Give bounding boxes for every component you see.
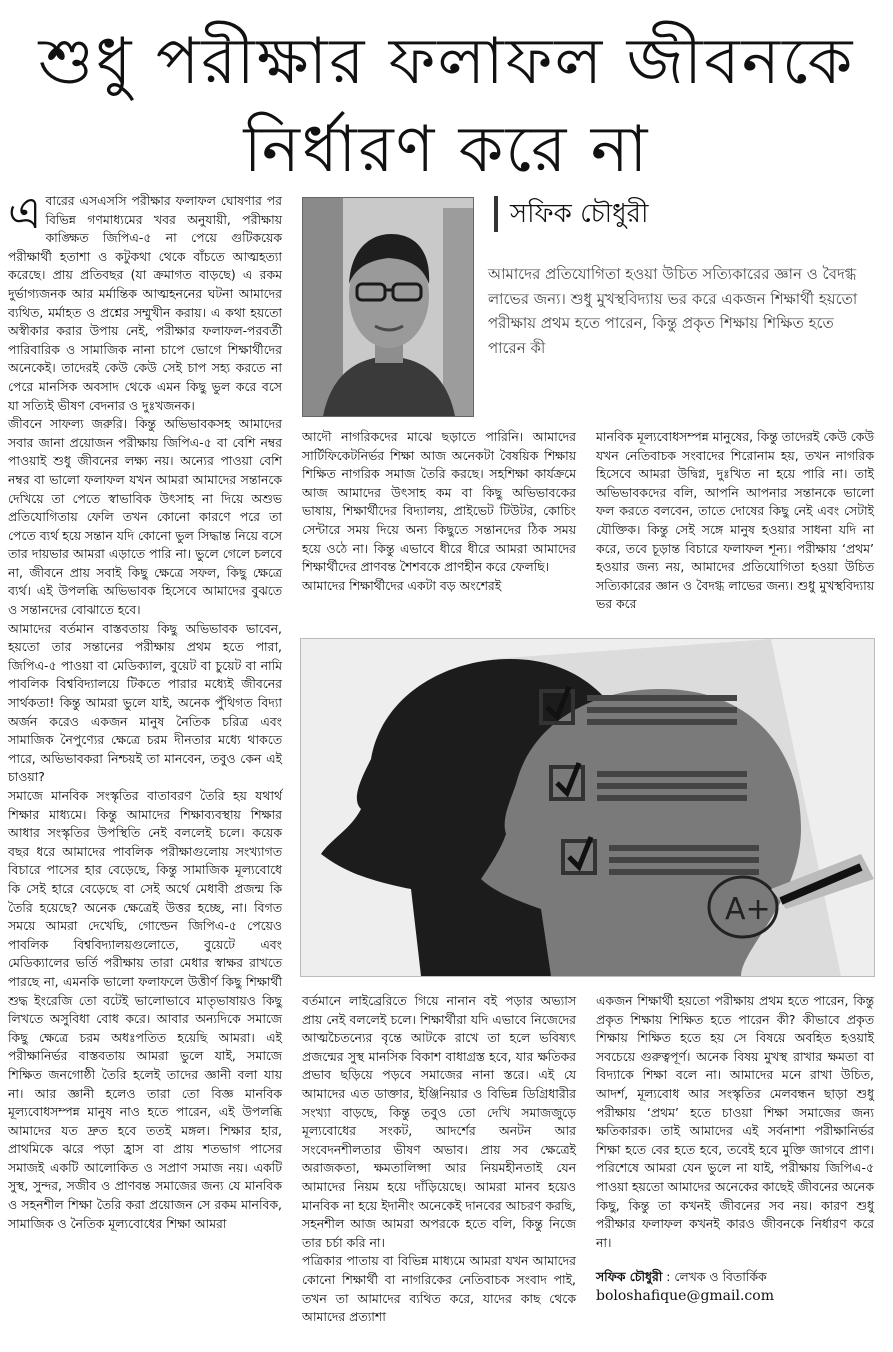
paragraph: বর্তমানে লাইব্রেরিতে গিয়ে নানান বই পড়ার অভ্যাস প্রায় নেই বললেই চলে। শিক্ষার্থীরা যদি এভাবে নিজেদের আত্মচৈতন্যের বৃন্তে আটকে রাখে তা হলে ভবিষ্যৎ প্রজন্মের সুস্থ মানসিক বিকাশ বাধাগ্রস্ত হবে, যার ক্ষতিকর প্রভাব ছড়িয়ে পড়বে সমাজের নানা স্তরে। এই যে আমাদের এত ডাক্তার, ইঞ্জিনিয়ার ও বিভিন্ন ডিগ্রিধারীর সংখ্যা বাড়ছে, কিন্তু তবুও তো দেখি সমাজজুড়ে মূল্যবোধের সংকট, আদর্শের অনটন আর সংবেদনশীলতার ভীষণ অভাব। প্রায় সব ক্ষেত্রেই অরাজকতা, ক্ষমতালিপ্সা আর নিয়মহীনতাই যেন আমাদের নিয়ম হয়ে দাঁড়িয়েছে। আমরা মানব হয়েও মানবিক না হয়ে ইদানীং অনেকেই দানবের আচরণ করছি, সহনশীল আজ আমরা অপরকে হতে বলি, কিন্তু নিজে তার চর্চা করি না। [302, 993, 576, 1250]
column-left [8, 188, 282, 1233]
author-description: : লেখক ও বিতার্কিক [666, 1269, 767, 1285]
paragraph: বারের এসএসসি পরীক্ষার ফলাফল ঘোষণার পর বিভিন্ন গণমাধ্যমের খবর অনুযায়ী, পরীক্ষায় কাঙ্ক্ষিত জিপিএ-৫ না পেয়ে গুটিকয়েক পরীক্ষার্থী হতাশা ও কটুকথা থেকে বাঁচতে আত্মহত্যা করেছে। প্রায় প্রতিবছর (যা ক্রমাগত বাড়ছে) এ রকম দুর্ভাগ্যজনক আর মর্মান্তিক আত্মহননের ঘটনা আমাদের ব্যথিত, মর্মাহত ও প্রশ্নের সম্মুখীন করায়। এ কথা হয়তো অস্বীকার করার উপায় নেই, পরীক্ষার ফলাফল-পরবর্তী পারিবারিক ও সামাজিক নানা চাপে ভোগে শিক্ষার্থীদের অনেকেই। তাদেরই কেউ কেউ সেই চাপ সহ্য করতে না পেরে মানসিক অবসাদ থেকে এমন কিছু ভুল করে বসে যা সত্যিই ভীষণ বেদনার ও দুঃখজনক। [8, 193, 282, 413]
grade-label: A+ [725, 892, 771, 927]
author-signature [596, 1268, 874, 1287]
exam-illustration [300, 638, 875, 977]
paragraph: মানবিক মূল্যবোধসম্পন্ন মানুষের, কিন্তু তাদেরই কেউ কেউ যখন নেতিবাচক সংবাদের শিরোনাম হয়, তখন নাগরিক হিসেবে আমরা উদ্বিগ্ন, দুঃখিত না হয়ে পারি না। তাই অভিভাবকদের বলি, আপনি আপনার সন্তানকে ভালো ফল করতে বলবেন, তাতে দোষের কিছু নেই এবং সেটাই যৌক্তিক। কিন্তু সেই সঙ্গে মানুষ হওয়ার সাধনা যদি না করে, তবে চূড়ান্ত বিচারে ফলাফল শূন্য। পরীক্ষায় ‘প্রথম’ হওয়ার জন্য নয়, আমাদের প্রতিযোগিতা হওয়া উচিত সত্যিকারের জ্ঞান ও বৈদগ্ধ লাভের জন্য। শুধু মুখস্থবিদ্যায় ভর করে [596, 429, 874, 612]
column-right-bottom [596, 992, 874, 1306]
paragraph: আমাদের শিক্ষার্থীদের একটা বড় অংশেরই [302, 577, 502, 593]
author-name: সফিক চৌধুরী [596, 1269, 663, 1285]
column-middle-top [302, 428, 576, 595]
headline-line-1: শুধু পরীক্ষার ফলাফল জীবনকে [38, 25, 855, 99]
paragraph: একজন শিক্ষার্থী হয়তো পরীক্ষায় প্রথম হতে পারেন, কিন্তু প্রকৃত শিক্ষায় শিক্ষিত হতে পারেন কী? কীভাবে প্রকৃত শিক্ষায় শিক্ষিত হতে হয় সে বিষয়ে অবহিত হওয়াই সবচেয়ে গুরুত্বপূর্ণ। অনেক বিষয় মুখস্থ রাখার ক্ষমতা বা বিদ্যাকে শিক্ষা বলে না। আমাদের মনে রাখা উচিত, আদর্শ, মূল্যবোধ আর সংস্কৃতির মেলবন্ধন ছাড়া শুধু পরীক্ষায় ‘প্রথম’ হতে চাওয়া শিক্ষা সমাজের জন্য ক্ষতিকারক। তাই আমাদের এই সর্বনাশা পরীক্ষানির্ভর শিক্ষা হতে বের হতে হবে, তবেই হবে মুক্তি জাগবে প্রাণ। পরিশেষে আমরা যেন ভুলে না যাই, পরীক্ষায় জিপিএ-৫ পাওয়া হয়তো আমাদের অনেকের কাছেই জীবনের অনেক কিছু, কিন্তু তা কখনই জীবনের সব নয়। কারণ শুধু পরীক্ষার ফলাফল কখনই কারও জীবনকে নির্ধারণ করে না। [596, 993, 874, 1250]
article-headline [0, 18, 893, 194]
paragraph: জীবনে সাফল্য জরুরি। কিন্তু অভিভাবকসহ আমাদের সবার জানা প্রয়োজন পরীক্ষায় জিপিএ-৫ বা বেশি নম্বর পাওয়াই শুধু জীবনের লক্ষ্য নয়। অন্যের পাওয়া বেশি নম্বর বা ভালো ফলাফল যখন আমরা আমাদের সন্তানকে দেখিয়ে তা পেতে স্বাভাবিক উৎসাহ না দিয়ে অশুভ প্রতিযোগিতায় ফেলি তখন কোনো কারণে পরে তা পেতে ব্যর্থ হয়ে সন্তান যদি কোনো ভুল সিদ্ধান্ত নিয়ে বসে তার দায়ভার আমরা এড়াতে পারি না। ভুলে গেলে চলবে না, জীবনে প্রায় সবাই কিছু ক্ষেত্রে সফল, কিছু ক্ষেত্রে ব্যর্থ। এই উপলব্ধি অভিভাবক হিসেবে আমাদের বুঝতে ও সন্তানদের বোঝাতে হবে। [8, 416, 282, 618]
author-photo [302, 197, 474, 417]
column-middle-bottom [302, 992, 576, 1327]
author-byline: সফিক চৌধুরী [494, 196, 648, 232]
pull-quote: আমাদের প্রতিযোগিতা হওয়া উচিত সত্যিকারের জ্ঞান ও বৈদগ্ধ লাভের জন্য। শুধু মুখস্থবিদ্যায় ভর করে একজন শিক্ষার্থী হয়তো পরীক্ষায় প্রথম হতে পারেন, কিন্তু প্রকৃত শিক্ষায় শিক্ষিত হতে পারেন কী [488, 265, 858, 357]
column-right-top [596, 428, 874, 614]
paragraph: আমাদের বর্তমান বাস্তবতায় কিছু অভিভাবক ভাবেন, হয়তো তার সন্তানের পরীক্ষায় প্রথম হতে পারা, জিপিএ-৫ পাওয়া বা মেডিক্যাল, বুয়েট বা চুয়েট বা নামি পাবলিক বিশ্ববিদ্যালয়ে টিকতে পারার মধ্যেই জীবনের সার্থকতা! কিন্তু আমরা ভুলে যাই, অনেক পুঁথিগত বিদ্যা অর্জন করেও একজন মানুষ নৈতিক চরিত্র এবং সামাজিক নৈপুণ্যের ক্ষেত্রে চরম দীনতার মধ্যে থাকতে পারে, অভিভাবকরা নিশ্চয়ই তা মানবেন, তবুও কেন এই চাওয়া? [8, 620, 282, 785]
paragraph: আদৌ নাগরিকদের মাঝে ছড়াতে পারিনি। আমাদের সার্টিফিকেটনির্ভর শিক্ষা আজ অনেকটা বৈষয়িক শিক্ষায় শিক্ষিত নাগরিক সমাজ তৈরি করছে। সহশিক্ষা কার্যক্রমে আজ আমাদের উৎসাহ কম বা কিছু অভিভাবকের ভাষায়, শিক্ষার্থীদের বিদ্যালয়, প্রাইভেট টিউটর, কোচিং সেন্টারে সময় দিয়ে অন্য কিছুতে সন্তানদের ঠিক সময় হয়ে ওঠে না। কিন্তু এভাবে ধীরে ধীরে আমরা আমাদের শিক্ষার্থীদের প্রাণবন্ত শৈশবকে প্রাণহীন করে ফেলছি। [302, 429, 576, 575]
head-checklist-illustration-icon [301, 639, 874, 976]
headline-line-2: নির্ধারণ করে না [243, 113, 650, 187]
paragraph: পত্রিকার পাতায় বা বিভিন্ন মাধ্যমে আমরা যখন আমাদের কোনো শিক্ষার্থী বা নাগরিকের নেতিবাচক সংবাদ পাই, তখন তা আমাদের ব্যথিত করে, যাদের কাছ থেকে আমাদের প্রত্যাশা [302, 1253, 576, 1325]
author-email: boloshafique@gmail.com [596, 1287, 774, 1304]
paragraph: সমাজে মানবিক সংস্কৃতির বাতাবরণ তৈরি হয় যথার্থ শিক্ষার মাধ্যমে। কিন্তু আমাদের শিক্ষাব্যবস্থায় শিক্ষার আধার সংস্কৃতির উপস্থিতি নেই বললেই চলে। কয়েক বছর ধরে আমাদের পাবলিক পরীক্ষাগুলোয় সংখ্যাগত বিচারে পাসের হার বেড়েছে, কিন্তু সামাজিক মূল্যবোধে কি সেই হারে বেড়েছে বা সেই অর্থে মেধাবী প্রজন্ম কি তৈরি হয়েছে? অনেক ক্ষেত্রেই উত্তর হচ্ছে, না। বিগত সময়ে আমরা দেখেছি, গোল্ডেন জিপিএ-৫ পেয়েও পাবলিক বিশ্ববিদ্যালয়গুলোতে, বুয়েটে এবং মেডিক্যালের ভর্তি পরীক্ষায় তারা মেধার স্বাক্ষর রাখতে পারছে না, এমনকি ভালো ফলাফলে উত্তীর্ণ কিছু শিক্ষার্থী শুদ্ধ ইংরেজি তো বটেই ভালোভাবে মাতৃভাষায়ও কিছু লিখতে অসুবিধা বোধ করে। আবার অন্যদিকে সমাজে কিছু ক্ষেত্রে চরম অধঃপতিত হয়েছি আমরা। এই পরীক্ষানির্ভর বাস্তবতায় আমরা ভুলে যাই, সমাজে শিক্ষিত জনগোষ্ঠী তৈরি হলেই তাদের জ্ঞানী বলা যায় না। আর জ্ঞানী হলেও তারা তো বিজ্ঞ মানবিক মূল্যবোধসম্পন্ন মানুষ নাও হতে পারেন, এই উপলব্ধি আমাদের যত দ্রুত হবে ততই মঙ্গল। শিক্ষার হার, প্রাথমিকে ঝরে পড়া হ্রাস বা প্রায় শতভাগ পাসের সমাজই একটি আলোকিত ও সপ্রাণ সমাজ নয়। একটি সুস্থ, সুন্দর, সজীব ও প্রাণবন্ত সমাজের জন্য যে মানবিক ও সহনশীল শিক্ষা তৈরি করা প্রয়োজন সে রকম মানবিক, সামাজিক ও নৈতিক মূল্যবোধের শিক্ষা আমরা [8, 788, 282, 1231]
author-portrait-icon [303, 198, 473, 416]
drop-cap: এ [8, 188, 42, 239]
